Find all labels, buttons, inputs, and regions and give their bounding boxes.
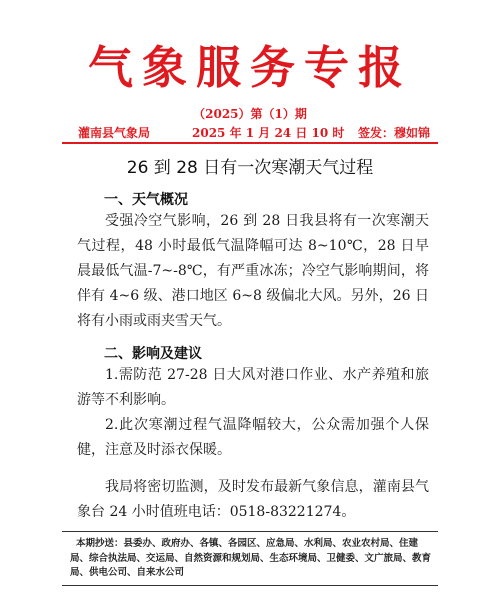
paragraph-closing: 我局将密切监测，及时发布最新气象信息，灌南县气象台 24 小时值班电话：0518-83221274。: [77, 479, 429, 520]
paragraph-impact-1: 1.需防范 27-28 日大风对港口作业、水产养殖和旅游等不利影响。: [77, 367, 429, 408]
red-divider: [62, 142, 438, 144]
issuer: 灌南县气象局: [78, 126, 151, 140]
section-heading-impact: 二、影响及建议: [104, 346, 202, 362]
issue-number: （2025）第（1）期: [193, 107, 307, 121]
signer: 签发：穆如锦: [357, 126, 430, 140]
paragraph-impact-2: 2.此次寒潮过程气温降幅较大，公众需加强个人保健，注意及时添衣保暖。: [77, 417, 429, 458]
meta-row: [78, 124, 430, 140]
paragraph-overview: 受强冷空气影响，26 到 28 日我县将有一次寒潮天气过程，48 小时最低气温降幅可达 8~10℃，28 日早晨最低气温-7~-8℃，有严重冰冻；冷空气影响期间，将伴有 4~6 级、港口地区 6~8 级偏北大风。另外，26 日将有小雨或雨夹雪天气。: [77, 213, 429, 329]
section-heading-overview: 一、天气概况: [104, 192, 188, 208]
issue-date: 2025 年 1 月 24 日 10 时: [192, 126, 345, 140]
document-title: 26 到 28 日有一次寒潮天气过程: [126, 158, 374, 178]
footer-divider-top: [62, 531, 438, 532]
cc-list: 本期抄送：县委办、政府办、各镇、各园区、应急局、水利局、农业农村局、住建局、综合执法局、交运局、自然资源和规划局、生态环境局、卫健委、文广旅局、教育局、供电公司、自来水公司: [70, 538, 432, 578]
footer-divider-bottom: [62, 585, 438, 586]
masthead-title: 气象服务专报: [87, 41, 412, 94]
